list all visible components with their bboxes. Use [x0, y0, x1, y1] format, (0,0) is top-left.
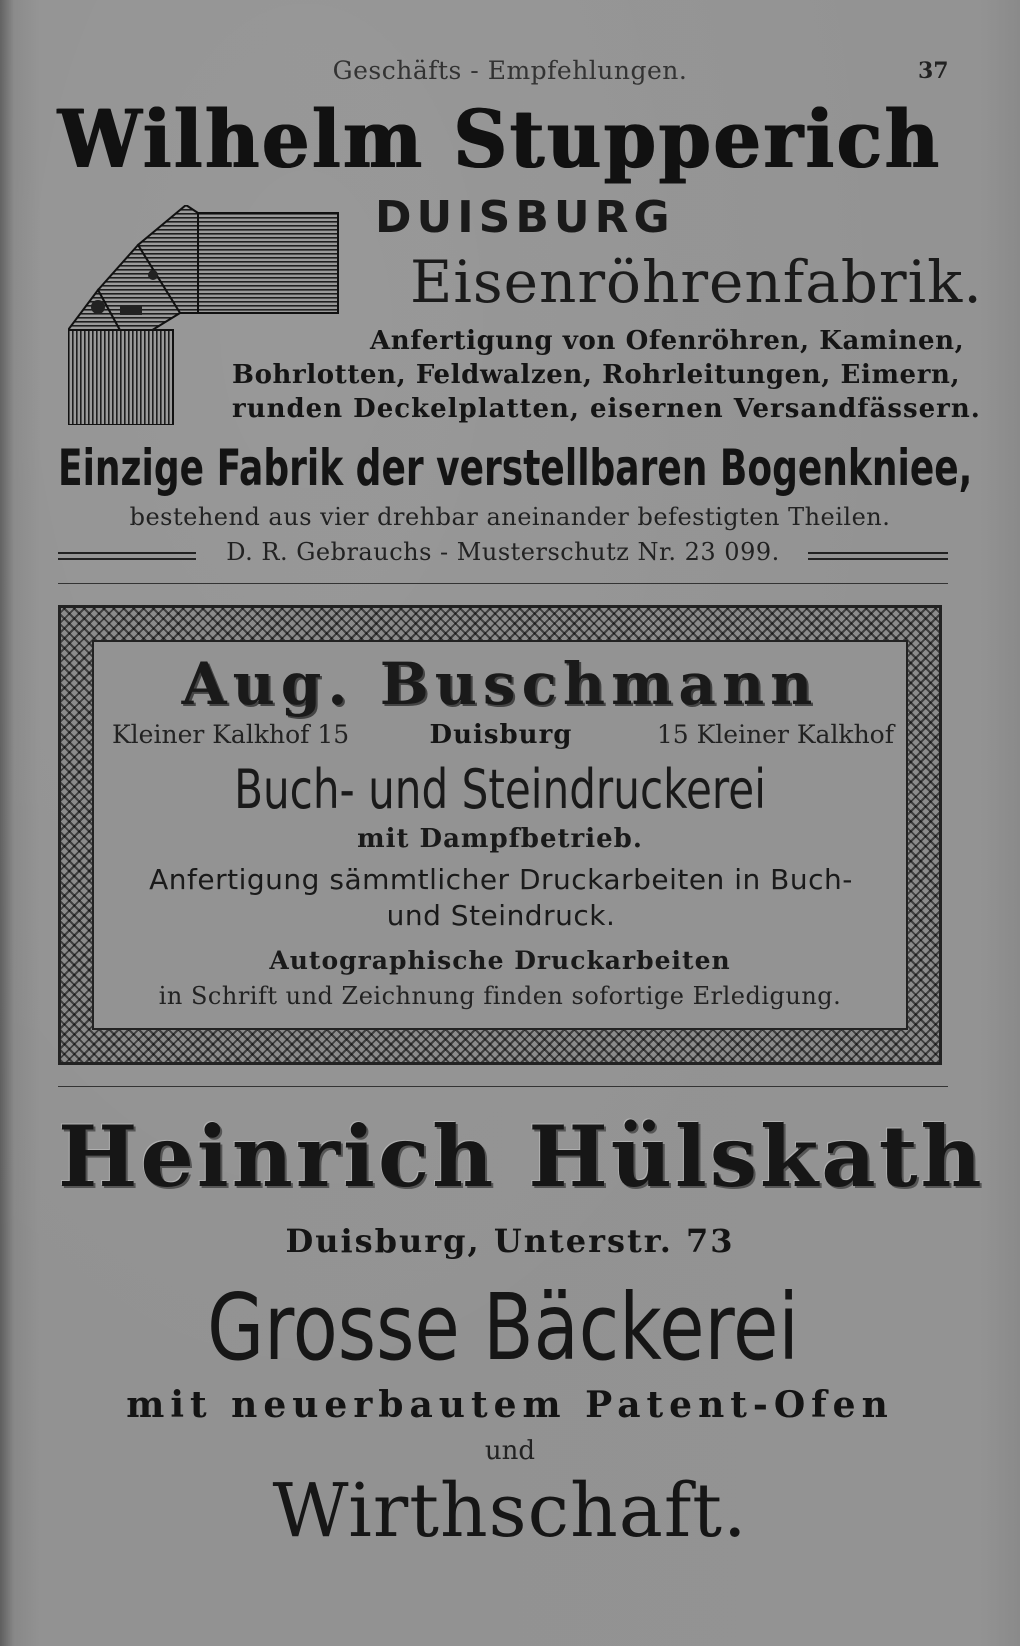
running-head: Geschäfts - Empfehlungen.: [332, 56, 688, 85]
double-rule-right: [808, 552, 948, 560]
huelskath-wirthschaft: Wirthschaft.: [272, 1468, 748, 1554]
stupperich-company-name: Wilhelm Stupperich: [58, 92, 942, 186]
stupperich-patent: D. R. Gebrauchs - Musterschutz Nr. 23 099.: [226, 538, 780, 566]
stupperich-headline: Einzige Fabrik der verstellbaren Bogenkniee,: [58, 439, 973, 497]
stupperich-city: DUISBURG: [375, 192, 675, 243]
pipe-elbow-illustration: [68, 205, 343, 425]
buschmann-description-line: und Steindruck.: [386, 899, 616, 932]
huelskath-company-name: Heinrich Hülskath: [58, 1107, 985, 1206]
separator-rule: [58, 583, 948, 584]
stupperich-products-line: runden Deckelplatten, eisernen Versandfässern.: [232, 394, 981, 424]
huelskath-trade: Grosse Bäckerei: [207, 1274, 799, 1381]
separator-rule: [58, 1086, 948, 1087]
stupperich-trade: Eisenröhrenfabrik.: [410, 248, 983, 316]
buschmann-trade: Buch- und Steindruckerei: [234, 758, 766, 821]
buschmann-address-right: 15 Kleiner Kalkhof: [656, 720, 894, 749]
buschmann-description: [108, 862, 894, 934]
stupperich-subline: bestehend aus vier drehbar aneinander befestigten Theilen.: [129, 503, 891, 531]
stupperich-products-line: Anfertigung von Ofenröhren, Kaminen,: [370, 326, 965, 356]
stupperich-products-line: Bohrlotten, Feldwalzen, Rohrleitungen, Eimern,: [232, 360, 961, 390]
huelskath-oven: mit neuerbautem Patent-Ofen: [126, 1384, 894, 1426]
buschmann-autographic: Autographische Druckarbeiten: [269, 946, 731, 975]
page-number: 37: [918, 58, 949, 84]
buschmann-address-left: Kleiner Kalkhof 15: [112, 720, 350, 749]
buschmann-description-line: Anfertigung sämmtlicher Druckarbeiten in Buch-: [149, 863, 853, 896]
buschmann-address-row: [108, 720, 894, 754]
stupperich-patent-row: [58, 538, 948, 574]
buschmann-steam: mit Dampfbetrieb.: [357, 824, 643, 854]
buschmann-city: Duisburg: [429, 720, 573, 750]
buschmann-company-name: Aug. Buschmann: [181, 650, 819, 718]
huelskath-und: und: [484, 1436, 536, 1466]
huelskath-address: Duisburg, Unterstr. 73: [285, 1222, 735, 1260]
buschmann-autographic-sub: in Schrift und Zeichnung finden sofortige Erledigung.: [158, 982, 842, 1010]
